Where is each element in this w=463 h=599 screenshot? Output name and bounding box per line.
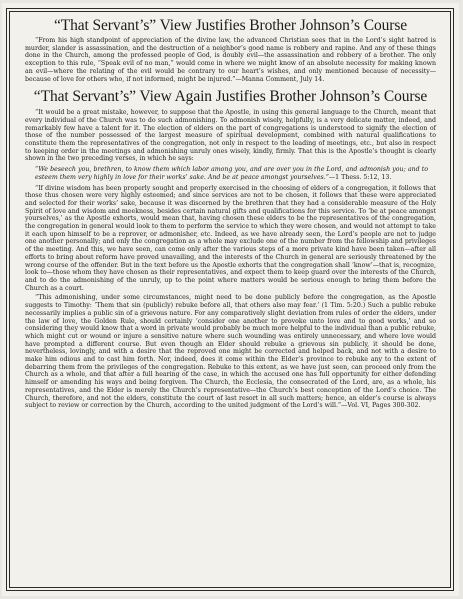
article-1-paragraph: “From his high standpoint of appreciation of the divine law, the advanced Christian sees that in the Lord’s sight hatred is murder, slander is assassination, and the destruction of a neighbor’s good name is robbery and rapine. And any of these things done in the Church, among the professed people of God, is doubly evil—the assassination and robbery of a brother. The only exception to this rule, “Speak evil of no man,” would come in where we might know of an absolute necessity for making known an evil—where the relating of the evil would be contrary to our heart’s wishes, and only mentioned because of necessity—because of love for others who, if not informed, might be injured.”—Manna Comment, July 14.	[25, 37, 436, 83]
article-2-paragraph-2: “If divine wisdom has been properly sought and properly exercised in the choosing of elders of a congregation, it follows that those thus chosen were very highly esteemed; and since services are not to be chosen, it follows that these were appreciated and selected for their works’ sake, because it was discerned by the brethren that they had a considerable measure of the Holy Spirit of love and wisdom and meekness, besides certain natural gifts and qualifications for this service. To ‘be at peace amongst yourselves,’ as the Apostle exhorts, would mean that, having chosen these elders to be the representatives of the congregation, the congregation in general would look to them to perform the service to which they were chosen, and would not attempt to take it each upon himself to be a reprover, or admonisher, etc. Indeed, as we have already seen, the Lord’s people are not to judge one another personally; and only the congregation as a whole may exclude one of the number from the fellowship and privileges of the meeting. And this, we have seen, can come only after the various steps of a more private kind have been taken—after all efforts to bring about reform have proved unavailing, and the interests of the Church in general are seriously threatened by the wrong course of the offender. But in the text before us the Apostle exhorts that the congregation shall ‘know’—that is, recognize, look to—those whom they have chosen as their representatives, and expect them to keep guard over the interests of the Church, and to do the admonishing of the unruly, up to the point where matters would be serious enough to bring them before the Church as a court.	[25, 184, 436, 292]
article-title-1: “That Servant’s” View Justifies Brother Johnson’s Course	[53, 17, 408, 34]
scripture-quote	[25, 166, 436, 181]
page-content	[25, 17, 436, 410]
article-2-paragraph-3: “This admonishing, under some circumstances, might need to be done publicly before the congregation, as the Apostle suggests to Timothy: ‘Them that sin (publicly) rebuke before all, that others also may fear.’ (1 Tim. 5:20.) Such a public rebuke necessarily implies a public sin of a grievous nature. For any comparatively slight deviation from rules of order the elders, under the law of love, the Golden Rule, should certainly ‘consider one another to provoke unto love and to good works,’ and so considering they would know that a word in private would probably be much more helpful to the individual than a public rebuke, which might cut or wound or injure a sensitive nature where such wounding was entirely unnecessary, and where love would have prompted a different course. But even though an Elder should rebuke a grievous sin publicly, it should be done, nevertheless, lovingly, and with a desire that the reproved one might be corrected and helped back, and not with a desire to make him odious and to cast him forth. Nor, indeed, does it come within the Elder’s province to rebuke any to the extent of debarring them from the privileges of the congregation. Rebuke to this extent, as we have just seen, can proceed only from the Church as a whole, and that after a full hearing of the case, in which the accused one has full opportunity for either defending himself or amending his ways and being forgiven. The Church, the Ecclesia, the consecrated of the Lord, are, as a whole, his representatives, and the Elder is merely the Church’s representative—the Church’s best conception of the Lord’s choice. The Church, therefore, and not the elders, constitute the court of last resort in all such matters; hence, an elder’s course is always subject to review or correction by the Church, according to the united judgment of the Lord’s will.”—Vol. VI, Pages 300-302.	[25, 294, 436, 410]
page	[2, 3, 459, 596]
scripture-quote-text: “We beseech you, brethren, to know them which labor among you, and are over you in the Lord, and admonish you; and to esteem them very highly in love for their works’ sake. And be at peace amongst yourselves.”	[35, 166, 428, 181]
scripture-quote-reference: —1 Thess. 5:12, 13.	[328, 173, 392, 181]
article-2-paragraph-1: “It would be a great mistake, however, to suppose that the Apostle, in using this general language to the Church, meant that every individual of the Church was to do such admonishing. To admonish wisely, helpfully, is a very delicate matter, indeed, and remarkably few have a talent for it. The election of elders on the part of congregations is understood to signify the election of those of the number possessed of the largest measure of spiritual development, combined with natural qualifications to constitute them the representatives of the congregation, not only in respect to the leading of meetings, etc., but also in respect to keeping order in the meetings and admonishing unruly ones wisely, kindly, firmly. That this is the Apostle’s thought is clearly shown in the two preceding verses, in which he says:	[25, 109, 436, 163]
article-title-2: “That Servant’s” View Again Justifies Brother Johnson’s Course	[33, 88, 428, 106]
